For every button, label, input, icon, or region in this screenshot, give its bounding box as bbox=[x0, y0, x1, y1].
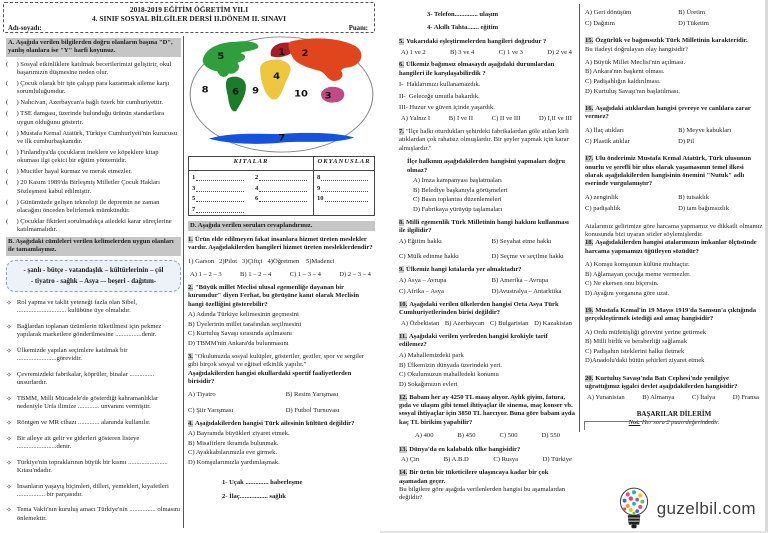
statement-iii: III- Huzur ve güven içinde yaşardık. bbox=[399, 103, 495, 111]
option-c: C) II ve III bbox=[491, 115, 521, 123]
option-d: D) tam bağımsızlık bbox=[678, 205, 730, 213]
question-number: 11. bbox=[399, 332, 407, 340]
option-b: B) Azerbaycan bbox=[444, 320, 485, 328]
diamond-bullet-icon: ✧ bbox=[6, 418, 12, 427]
fill-blank-item: ✧ Ülkemizde yapılan seçimlere katılmak bir ........................görevidir. bbox=[6, 346, 128, 363]
good-luck-message: BAŞARILAR DİLERİM bbox=[636, 410, 712, 419]
true-false-item: ( ) 20 Kasım 1989'da Birleşmiş Milletler Çocuk Hakları Sözleşmesi kabul edilmiştir. bbox=[6, 179, 162, 195]
kitalar-blanks bbox=[192, 172, 310, 214]
question-text: Aşağıdaki verilen ülkelerden hangisi Orta Asya Türk Cumhuriyetlerinden birisi değildir? bbox=[399, 300, 559, 317]
option-d: D) Komşularımızla yardımlaşmak. bbox=[188, 459, 280, 467]
option-c: C) 500 bbox=[499, 432, 518, 440]
true-false-item: ( ) Mucitler hayal kurmaz ve merak etmezler. bbox=[6, 168, 132, 176]
okyanuslar-blanks bbox=[317, 172, 371, 204]
score-note: Not: Her soru 2 puan değerindedir. bbox=[628, 419, 720, 427]
page1-column-right bbox=[188, 34, 375, 531]
option-a: A) Geri dönüşüm bbox=[585, 8, 632, 16]
question-text: Kurtuluş Savaşı'nda Batı Cephesi'nde yenilgiye uğrattığımız işgalci devlet aşağıdakilerden hangisidir? bbox=[585, 374, 738, 391]
answer-options bbox=[399, 238, 576, 262]
matching-item-1: 1- Uçak .............. haberleşme bbox=[222, 479, 303, 487]
section-d-heading: D. Aşağıda verilen soruları cevaplandırınız. bbox=[188, 221, 375, 231]
question-18 bbox=[585, 223, 763, 298]
question-14 bbox=[399, 469, 576, 502]
question-text: Aşağıdaki atıklardan hangisi çevreye ve canlılara zarar vermez? bbox=[585, 104, 751, 121]
option-b: B) Üretim bbox=[678, 8, 706, 16]
exam-title-line2: 4. SINIF SOSYAL BİLGİLER DERSİ II.DÖNEM II. SINAVI bbox=[92, 14, 286, 24]
question-number: 3. bbox=[188, 352, 193, 360]
page1-column-left bbox=[6, 36, 181, 530]
option-d: D) Fransa bbox=[732, 393, 759, 401]
option-a: A) 1 – 2 – 3 bbox=[190, 270, 222, 278]
diamond-bullet-icon: ✧ bbox=[6, 458, 12, 467]
blank-line: 7 bbox=[192, 204, 247, 215]
diamond-bullet-icon: ✧ bbox=[6, 434, 12, 443]
question-number: 2. bbox=[188, 283, 193, 291]
question-number: 16. bbox=[585, 104, 594, 112]
answer-options bbox=[188, 391, 375, 415]
option-b: B) Meyve kabukları bbox=[678, 126, 732, 134]
answer-options bbox=[585, 194, 763, 214]
page2-column-divider bbox=[579, 4, 580, 432]
option-c: C) Rusya bbox=[493, 456, 519, 464]
option-b: B) 450 bbox=[457, 432, 476, 440]
option-a: A) Yunanistan bbox=[587, 393, 625, 401]
question-14-options bbox=[585, 9, 763, 29]
option-c: C) Basın toplantısı düzenlemeleri bbox=[413, 196, 502, 204]
option-c: C) Ayakkabılarımızla eve girmek. bbox=[188, 449, 278, 457]
option-a: A) zenginlik bbox=[585, 193, 619, 201]
question-text-2: Bu ifadeyi doğrulayan olay hangisidir? bbox=[585, 45, 688, 53]
question-intro: "İlçe halkı oturdukları şehirdeki fabrikalardan göle atılan kirli atıklardan çok rahatsız olmuşlardır. Bir şeyler yapmak için karar almışlardır." bbox=[399, 128, 569, 152]
option-c: C) Padişahın isteklerini halka iletmek bbox=[585, 347, 685, 355]
blank-line: 9 bbox=[317, 183, 371, 194]
blank-line: 2 bbox=[255, 172, 310, 183]
option-a: A) Asya – Avrupa bbox=[399, 277, 447, 285]
question-text: Aşağıdakilerden hangisi Türk ailesinin kültürü değildir? bbox=[194, 419, 355, 427]
answer-options bbox=[399, 432, 576, 440]
question-text: Aşağıdaki verilen yerlerden hangisi krokiyle tarif edilemez? bbox=[399, 332, 548, 349]
answer-options bbox=[188, 311, 375, 348]
option-a: A) Çin bbox=[401, 456, 420, 464]
question-text: Ülkemiz bağımsız olmasaydı aşağıdaki durumlardan hangileri ile karşılaşabilirdik ? bbox=[399, 61, 555, 77]
diamond-bullet-icon: ✧ bbox=[6, 299, 12, 308]
fold-line bbox=[584, 421, 716, 422]
answer-options bbox=[399, 277, 576, 296]
option-a: A) Ordu müfettişliği görevini yerine getirmek bbox=[585, 328, 707, 336]
answer-options bbox=[585, 127, 763, 147]
question-number: 6. bbox=[399, 61, 404, 69]
question-text: "Büyük millet Meclisi ulusal egemenliğe dayanan bir kurumdur" diyen Ferhat, bu görüşüne kanıt olarak Meclisin hangi özelliğini gösterebilir? bbox=[188, 283, 360, 308]
option-d: D) 2 – 3 – 4 bbox=[339, 270, 371, 278]
answer-options bbox=[399, 456, 576, 464]
statement-ii: II- Geleceğe umutla bakardık. bbox=[399, 92, 480, 100]
map-number-8: 8 bbox=[201, 84, 209, 96]
option-b: B) Ülkemizin dünyada üzerindeki yeri. bbox=[399, 361, 503, 369]
option-b: B) Amerika – Avrupa bbox=[491, 277, 549, 285]
true-false-item: ( ) TSE damgası, üzerinde bulunduğu ürünün standartlara uygun olduğunu gösterir. bbox=[6, 110, 166, 126]
question-number: 1. bbox=[188, 235, 193, 243]
option-b: B) 3 ve 4 bbox=[450, 48, 475, 56]
option-a: A) Bayramda büyükleri ziyaret etmek. bbox=[188, 430, 290, 438]
question-number: 12. bbox=[399, 393, 408, 401]
word-bank bbox=[6, 260, 181, 292]
numbered-choices: 1) Garson 2)Pilot 3)Çiftçi 4)Öğretmen 5)Madenci bbox=[188, 257, 335, 265]
fill-blank-item: ✧ Röntgen ve MR cihazı ............. alanında kullanılır. bbox=[6, 418, 151, 427]
question-13 bbox=[399, 446, 576, 465]
answer-options bbox=[399, 320, 576, 328]
option-b: B) Resim Yarışması bbox=[285, 391, 339, 399]
world-map bbox=[188, 35, 375, 154]
true-false-item: ( ) Günümüzde gelişen teknoloji ile depremin ne zaman olacağını önceden belirlemek mümkündür. bbox=[6, 198, 162, 214]
option-c: C) İtalya bbox=[691, 393, 716, 401]
map-number-7: 7 bbox=[278, 132, 286, 144]
page1-column-divider bbox=[183, 36, 184, 528]
exam-header bbox=[3, 2, 375, 33]
fill-blank-item: ✧ Rol yapma ve taklit yeteneği fazla olan Sibel, .............................. kulübüne üye olmalıdır. bbox=[6, 299, 137, 315]
fill-blank-item: ✧ Türkiye'nin topraklarının büyük bir kısmı ........................ Kıtası'ndadır. bbox=[6, 458, 168, 474]
diamond-bullet-icon: ✧ bbox=[6, 394, 12, 403]
okyanuslar-header: OKYANUSLAR bbox=[314, 157, 375, 171]
matching-item-2: 2- İlaç................. sağlık bbox=[222, 492, 286, 500]
answer-options bbox=[585, 59, 763, 96]
guzelbil-logo bbox=[616, 486, 756, 532]
question-text: Aşağıdakilerden hangisi okullardaki sportif faaliyetlerden birisidir? bbox=[188, 369, 352, 385]
question-2 bbox=[188, 284, 375, 349]
option-d: D) I,II ve III bbox=[539, 115, 572, 123]
continents-oceans-table bbox=[188, 156, 375, 216]
option-d: D) Sokağımızın evleri bbox=[399, 380, 458, 388]
question-number: 15. bbox=[585, 37, 594, 45]
option-b: B) Misafirlere ikramda bulunmak. bbox=[188, 439, 279, 447]
question-text: Mustafa Kemal'in 19 Mayıs 1919'da Samsun'a çıktığında gerçekleştirmek istediği asıl amaç hangisidir? bbox=[585, 306, 757, 323]
statements bbox=[399, 81, 576, 112]
option-a: A) İmza kampanyası başlatmaları bbox=[413, 177, 502, 185]
question-number: 10. bbox=[399, 300, 408, 308]
diamond-bullet-icon: ✧ bbox=[6, 506, 12, 515]
word-bank-line: - tiyatro - sağlık – Asya –- beşeri - dağıtım- bbox=[30, 277, 157, 285]
option-d: D) Tüketim bbox=[678, 19, 709, 27]
option-a: A) 1 ve 2 bbox=[401, 48, 426, 56]
diamond-bullet-icon: ✧ bbox=[6, 346, 12, 355]
question-number: 9. bbox=[399, 266, 404, 274]
option-a: A) Yalnız I bbox=[401, 115, 431, 123]
option-b: B) 1 – 2 – 4 bbox=[240, 270, 272, 278]
question-7 bbox=[399, 128, 576, 214]
lightbulb-icon bbox=[616, 486, 652, 532]
option-a: A) İlaç atıkları bbox=[585, 126, 624, 134]
option-d: D) Kazakistan bbox=[534, 320, 572, 328]
answer-options bbox=[399, 49, 576, 57]
section-b-heading: B. Aşağıdaki cümleleri verilen kelimelerden uygun olanları ile tamamlayınız. bbox=[6, 237, 181, 256]
option-b: B) Seyahat etme hakkı bbox=[491, 238, 552, 246]
question-text-2: Bu bilgilere göre aşağıda verilenlerden hangisi bu aşamalardan değildir? bbox=[399, 485, 566, 502]
question-8 bbox=[399, 219, 576, 262]
question-1 bbox=[188, 236, 375, 279]
question-19 bbox=[585, 307, 763, 366]
question-5 bbox=[399, 38, 576, 57]
option-d: D) Pil bbox=[678, 138, 695, 146]
option-b: B) Ankara'nın başkent olması. bbox=[585, 68, 665, 76]
question-15 bbox=[585, 37, 763, 96]
question-12 bbox=[399, 394, 576, 441]
question-number: 20. bbox=[585, 374, 594, 382]
question-number: 13. bbox=[399, 445, 408, 453]
map-number-5: 5 bbox=[217, 51, 225, 62]
true-false-item: ( ) Çocuk olarak bir işte çalışıp para kazanmak aileme karşı sorumluluğumdur. bbox=[6, 80, 171, 96]
option-d: D) 550 bbox=[541, 432, 560, 440]
fill-blank-item: ✧ Çevremizdeki fabrikalar, köprüler, binalar ............... unsurlardır. bbox=[6, 370, 155, 387]
map-number-6: 6 bbox=[232, 86, 240, 98]
option-d: D) 2 ve 4 bbox=[547, 48, 572, 56]
option-c: C) 1 ve 3 bbox=[498, 48, 523, 56]
question-text: Dünya'da en kalabalık ülke hangisidir? bbox=[409, 445, 521, 453]
fill-blank-item: ✧ Tema Vakfı'nın kuruluş amacı Türkiye'nin ................ olmasını önlemektir. bbox=[6, 506, 181, 522]
map-number-9: 9 bbox=[252, 85, 260, 97]
question-11 bbox=[399, 333, 576, 389]
fill-blank-item: ✧ TBMM, Milli Mücadele'de gösterdiği kahramanlıklar nedeniyle Urfa ilimize ............. unvanını vermiştir. bbox=[6, 394, 159, 411]
option-d: D) Ayağını yorganına göre uzat. bbox=[585, 289, 670, 297]
answer-options bbox=[188, 430, 375, 467]
diamond-bullet-icon: ✧ bbox=[6, 370, 12, 379]
blank-line: 8 bbox=[317, 172, 371, 183]
page2-column-left bbox=[399, 6, 576, 531]
option-a: A) 400 bbox=[415, 432, 434, 440]
fill-blank-item: ✧ Bir aileye ait gelir ve giderleri gösteren listeye ........................denir. bbox=[6, 434, 140, 451]
true-false-item: ( ) Nahcivan, Azerbaycan'a bağlı özerk bir cumhuriyettir. bbox=[6, 99, 163, 107]
true-false-item: ( ) Finlandiya'da çocukların ineklere ve köpeklere kitap okuması ilgi çekici bir eğitim yöntemidir. bbox=[6, 148, 161, 165]
question-text: Ulu önderimiz Mustafa Kemal Atatürk, Türk ulusunun onurlu ve şerefli bir ulus olarak yaşamasının temel ilkesi olarak aşağıdakilerden hangisinin önemini "Nutuk" adlı eserinde vurgulamıştır? bbox=[585, 155, 752, 188]
statement-i: I- Haklarımızı kullanamazdık. bbox=[399, 81, 481, 89]
fold-tick bbox=[584, 421, 585, 430]
question-text: Aşağıdakilerden hangisi atalarımızın imkanlar ölçüsünde harcama yapmamızı öğütleyen sözüdür? bbox=[585, 239, 757, 255]
answer-options bbox=[188, 271, 375, 279]
blank-line: 4 bbox=[255, 183, 310, 194]
option-d: D) Türkiye bbox=[542, 456, 572, 464]
question-text: Ülkemiz hangi kıtalarda yer almaktadır? bbox=[405, 266, 522, 274]
answer-options bbox=[399, 352, 576, 389]
option-c: C) padişahlık bbox=[585, 205, 621, 213]
answer-options bbox=[585, 329, 763, 366]
option-c: C) Okulumuzun mahalledeki konumu bbox=[399, 371, 499, 379]
question-number: 8. bbox=[399, 218, 404, 226]
student-name-label: Adı-soyadı: bbox=[8, 24, 42, 32]
true-false-item: ( ) Mustafa Kemal Atatürk, Türkiye Cumhuriyeti'nin kurucusu ve ilk cumhurbaşkanıdır. bbox=[6, 129, 179, 145]
option-c: C) Ne ekersen onu biçersin. bbox=[585, 280, 659, 288]
diamond-bullet-icon: ✧ bbox=[6, 323, 12, 332]
option-c: C) Mülk edinme hakkı bbox=[399, 253, 459, 261]
question-text: Yukarıdaki eşleştirmelerden hangileri doğrudur ? bbox=[405, 37, 547, 45]
logo-text: guzelbil.com bbox=[656, 499, 756, 519]
option-b: B) Belediye başkanıyla görüşmeleri bbox=[413, 186, 508, 194]
fill-blank-item: ✧ Bağlardan toplanan üzümlerin tüketilmesi için pekmez yapılarak marketlere gönderilmesine ................denir. bbox=[6, 323, 162, 339]
option-a: A) Komşu komşunun külüne muhtaçtır. bbox=[585, 260, 690, 268]
question-text: Özgürlük ve bağımsızlık Türk Milletinin karakteridir. bbox=[595, 37, 748, 45]
blank-line: 1 bbox=[192, 172, 247, 183]
section-a-heading: A. Aşağıda verilen bilgilerden doğru olanların başına "D", yanlış olanlara ise "Y" harfi koyunuz. bbox=[6, 38, 181, 57]
answer-options bbox=[413, 177, 576, 214]
exam-title-line1: 2018-2019 EĞİTİM ÖĞRETİM YILI bbox=[129, 5, 249, 14]
true-false-item: ( ) Çocuklar fikirleri sorulmadıkça ailedeki karar süreçlerine katılmamalıdır. bbox=[6, 217, 174, 234]
option-c: C) 1 – 3 – 4 bbox=[289, 270, 321, 278]
question-10 bbox=[399, 301, 576, 329]
option-b: B) tutsaklık bbox=[678, 193, 710, 201]
question-number: 7. bbox=[399, 128, 404, 136]
option-d: D) Seçme ve seçilme hakkı bbox=[491, 253, 564, 261]
blank-line: 10 bbox=[317, 193, 371, 204]
option-c: C) Padişahlığın kaldırılması. bbox=[585, 78, 661, 86]
question-text: Milli egemenlik Türk Milletinin hangi hakkını kullanması ile ilgilidir? bbox=[399, 218, 569, 235]
option-c: C) Bulgaristan bbox=[489, 320, 529, 328]
true-false-item: ( ) Sosyal etkinliklere katılmak becerilerimizi geliştirir, okul başarımızın düşmesine neden olur. bbox=[6, 60, 173, 77]
matching-item-3: 3- Telefon.............. ulaşım bbox=[427, 11, 499, 18]
question-number: 4. bbox=[188, 419, 193, 427]
kitalar-header: KITALAR bbox=[189, 157, 314, 171]
map-number-1: 1 bbox=[278, 47, 286, 59]
option-a: A) Tiyatro bbox=[188, 391, 216, 399]
option-d: D) TBMM'nin Ankara'da bulunmasını bbox=[188, 340, 289, 348]
option-b: B) A.B.D bbox=[443, 456, 469, 464]
option-a: A) Özbekistan bbox=[401, 320, 440, 328]
question-number: 17. bbox=[585, 155, 594, 163]
question-number: 5. bbox=[399, 37, 404, 45]
question-text: İlçe halkının aşağıdakilerden hangisini yapmaları doğru olmaz? bbox=[407, 158, 566, 174]
option-d: D)Anadolu'daki bütün şehirleri ziyaret etmek bbox=[585, 357, 705, 365]
question-number: 18. bbox=[585, 239, 594, 247]
question-intro: Atalarımız gelirimize göre harcama yapmamız ve dikkatli olmamız konusunda bizi uyaran sözler söylemişlerdir. bbox=[585, 222, 763, 238]
question-9 bbox=[399, 266, 576, 296]
diamond-bullet-icon: ✧ bbox=[6, 482, 12, 491]
option-b: B) I ve II bbox=[448, 115, 474, 123]
option-d: D) Futbol Turnuvası bbox=[285, 406, 340, 414]
option-c: C) Şiir Yarışması bbox=[188, 406, 234, 414]
question-20 bbox=[585, 375, 763, 403]
question-number: 19. bbox=[585, 306, 594, 314]
answer-options bbox=[399, 115, 576, 123]
page2-column-right bbox=[585, 6, 763, 531]
option-b: B) Almanya bbox=[642, 393, 675, 401]
question-16 bbox=[585, 105, 763, 146]
option-b: B) Ağlamayan çocuğa meme vermezler. bbox=[585, 270, 691, 278]
question-number: 14. bbox=[399, 469, 408, 477]
option-c: C) Dağıtım bbox=[585, 19, 615, 27]
option-d: D)Avustralya – Antarktika bbox=[491, 288, 562, 296]
option-a: A) Eğitim hakkı bbox=[399, 238, 442, 246]
question-17 bbox=[585, 155, 763, 213]
option-c: C) Kurtuluş Savaşı sırasında açılmasını bbox=[188, 330, 293, 338]
blank-line: 3 bbox=[192, 183, 247, 194]
map-number-2: 2 bbox=[301, 48, 309, 59]
option-c: C) Afrika – Asya bbox=[399, 288, 444, 296]
option-a: A) Mahallemizdeki park bbox=[399, 352, 464, 360]
question-text: Babam her ay 4250 TL maaş alıyor. Aylık giyim, fatura, gıda ve ulaşım gibi temel ihtiyaçlar ile sinema, maç konser vb. sosyal ihtiyaçlar için 3850 TL harcıyor. Buna göre babam ayda kaç TL birikim yapabilir? bbox=[399, 393, 575, 426]
option-b: B) Üyelerinin millet tarafından seçilmesini bbox=[188, 320, 302, 328]
answer-options bbox=[585, 394, 763, 402]
answer-options bbox=[585, 261, 763, 298]
question-intro: "Okulunuzda sosyal kulüpler, gösteriler, geziler, spor ve sergiler gibi birçok sosyal ve eğitsel etkinlik yapılır." bbox=[188, 352, 365, 369]
question-3 bbox=[188, 353, 375, 415]
matching-item-4: 4- Akıllı Tahta....... eğitim bbox=[427, 24, 499, 32]
question-text: Ürün elde edilmeyen fakat insanlara hizmet üreten meslekler vardır. Aşağıdakilerden hangileri hizmet üreten mesleklerdendir? bbox=[188, 235, 373, 252]
word-bank-line: - şanlı - bütçe - vatandaşlık – kültürlerinin – çöl bbox=[23, 266, 164, 274]
blank-line: 5 bbox=[192, 193, 247, 204]
option-d: D) Kurtuluş Savaşı'nın başlatılması. bbox=[585, 87, 680, 95]
blank-line: 6 bbox=[255, 193, 310, 204]
score-label: Puanı: bbox=[348, 24, 368, 32]
option-c: C) Plastik atıklar bbox=[585, 138, 630, 146]
question-6 bbox=[399, 61, 576, 123]
option-a: A) Büyük Millet Meclisi'nin açılması. bbox=[585, 58, 686, 66]
question-4 bbox=[188, 420, 375, 468]
fill-blank-item: ✧ İnsanların yaşayış biçimleri, dilleri, yemekleri, kıyafetleri ................. bir parçasıdır. bbox=[6, 482, 169, 498]
option-b: B) Milli birlik ve beraberliği sağlamak bbox=[585, 338, 687, 346]
question-text: Bir ürün bir tüketicilere ulaşıncaya kadar bir çok aşamadan geçer. bbox=[399, 469, 549, 485]
map-number-10: 10 bbox=[294, 88, 308, 100]
map-number-3: 3 bbox=[324, 90, 332, 102]
map-number-4: 4 bbox=[273, 71, 281, 83]
option-a: A) Adında Türkiye kelimesinin geçmesini bbox=[188, 311, 299, 319]
option-d: D) Fabrikaya yürüyüp taşlamaları bbox=[413, 206, 503, 214]
